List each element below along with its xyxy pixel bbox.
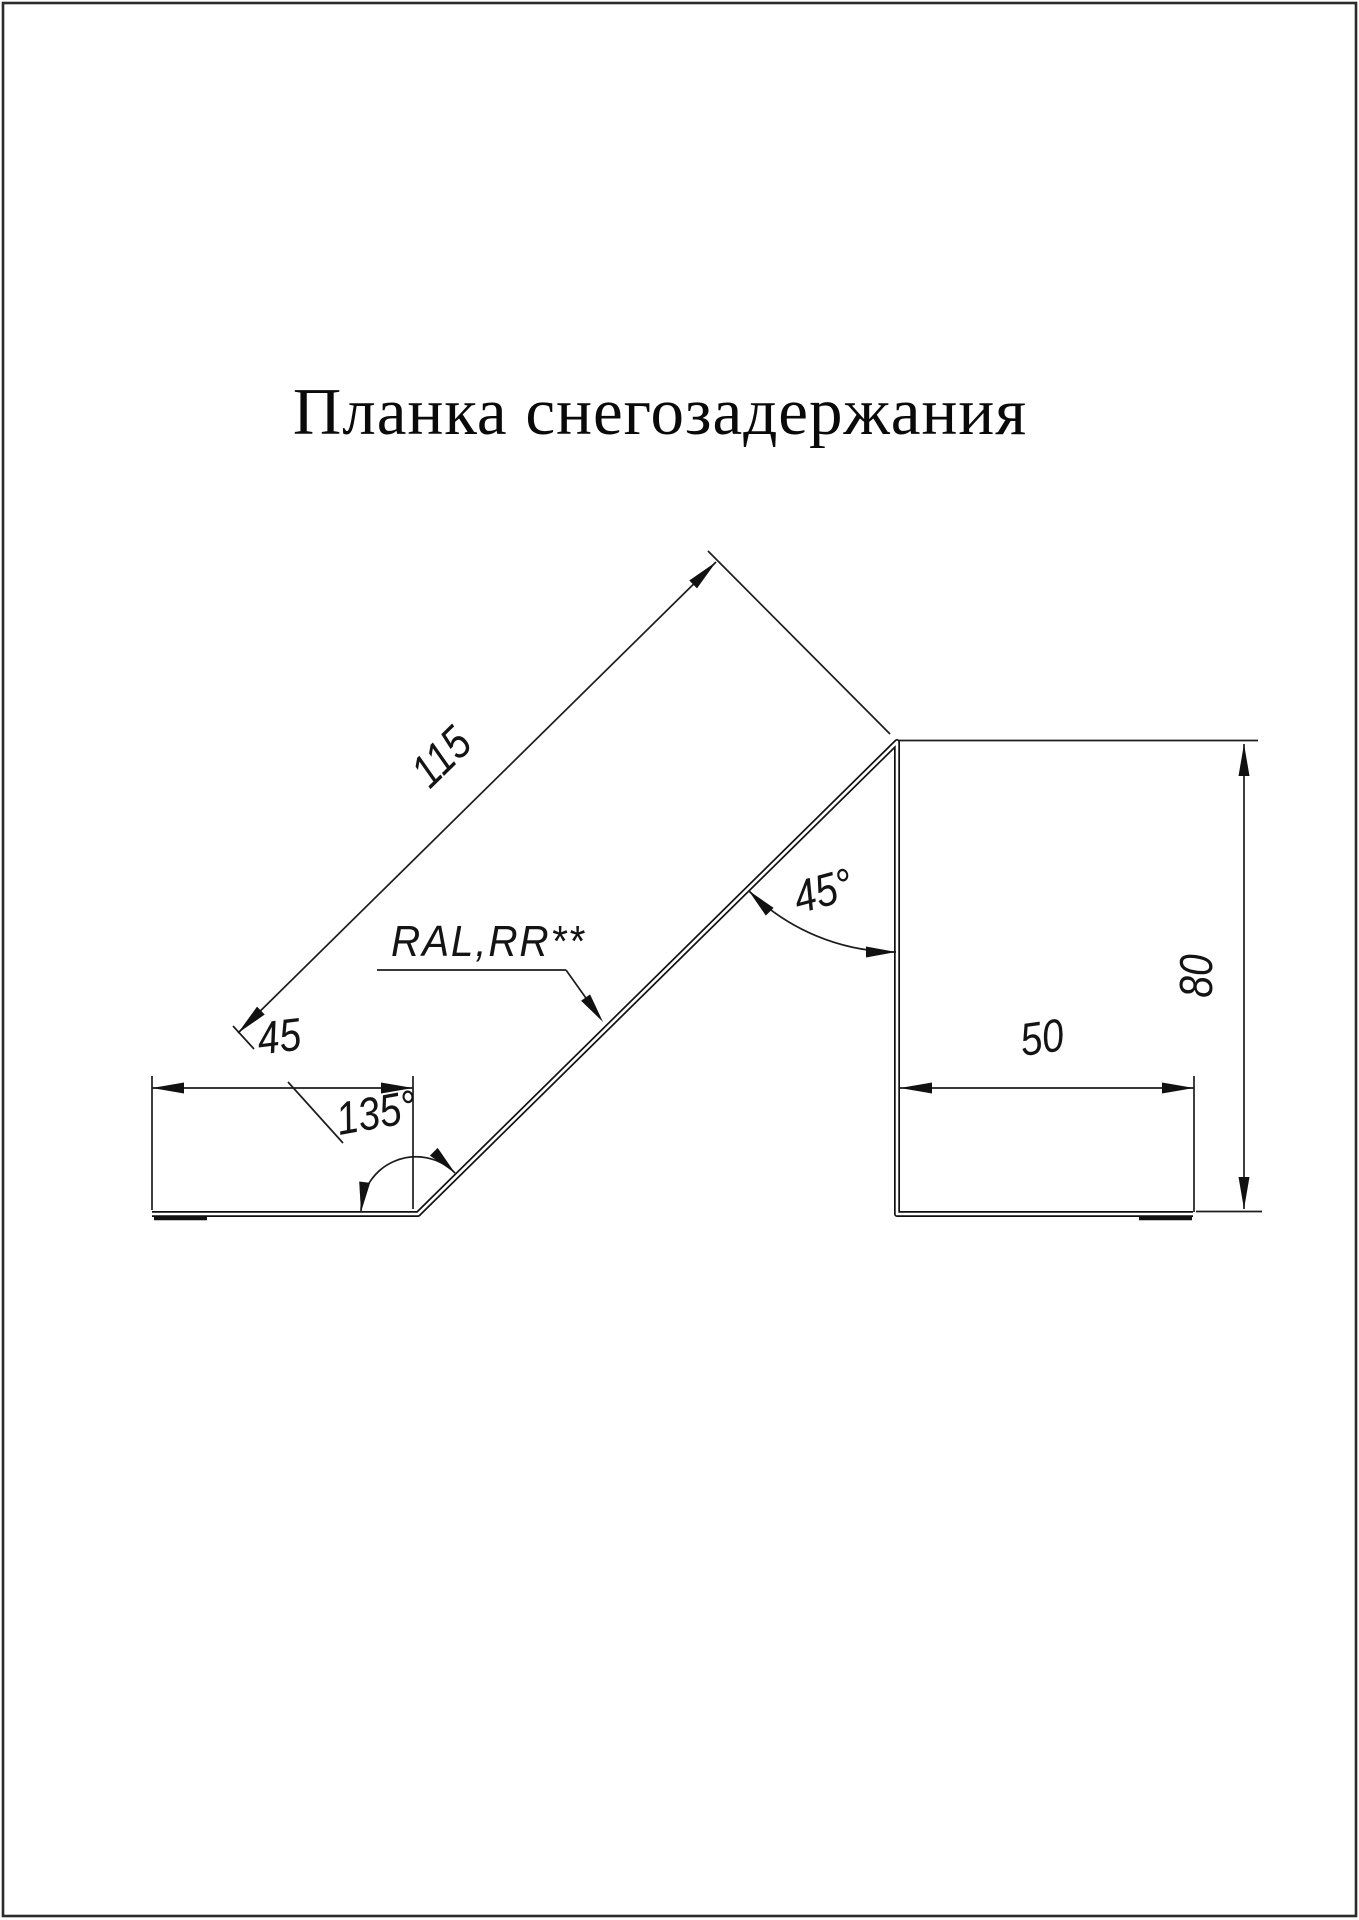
arrowhead	[900, 1083, 932, 1094]
extension-line-upper	[708, 551, 890, 734]
extension-line-lower-stub	[233, 1026, 254, 1049]
dimension-right-flange	[900, 1009, 1194, 1212]
page-title: Планка снегозадержания	[292, 375, 1028, 449]
arrowhead	[430, 1148, 459, 1177]
arrowhead	[152, 1083, 184, 1094]
material-label	[377, 916, 607, 1025]
dimension-height	[899, 741, 1262, 1212]
material-label-text: RAL,RR**	[391, 916, 586, 966]
angle-arc	[361, 1157, 455, 1212]
arrowhead	[1239, 1177, 1250, 1209]
dimension-value-50: 50	[1016, 1009, 1068, 1067]
profile-section	[152, 742, 1193, 1219]
dimension-value-135deg: 135°	[332, 1080, 421, 1146]
profile-outline-core	[152, 742, 1193, 1214]
dimension-value-115: 115	[401, 716, 482, 798]
arrowhead	[689, 558, 720, 588]
arrowhead	[1239, 744, 1250, 776]
dimension-value-80: 80	[1171, 954, 1223, 998]
arrowhead	[1162, 1083, 1194, 1094]
arrowhead	[356, 1182, 371, 1213]
profile-outline	[152, 742, 1193, 1214]
dimension-value-45deg: 45°	[787, 858, 859, 925]
dimension-value-45: 45	[254, 1008, 304, 1066]
arrowhead	[581, 994, 607, 1025]
arrowhead	[745, 887, 774, 916]
arrowhead	[866, 947, 896, 958]
